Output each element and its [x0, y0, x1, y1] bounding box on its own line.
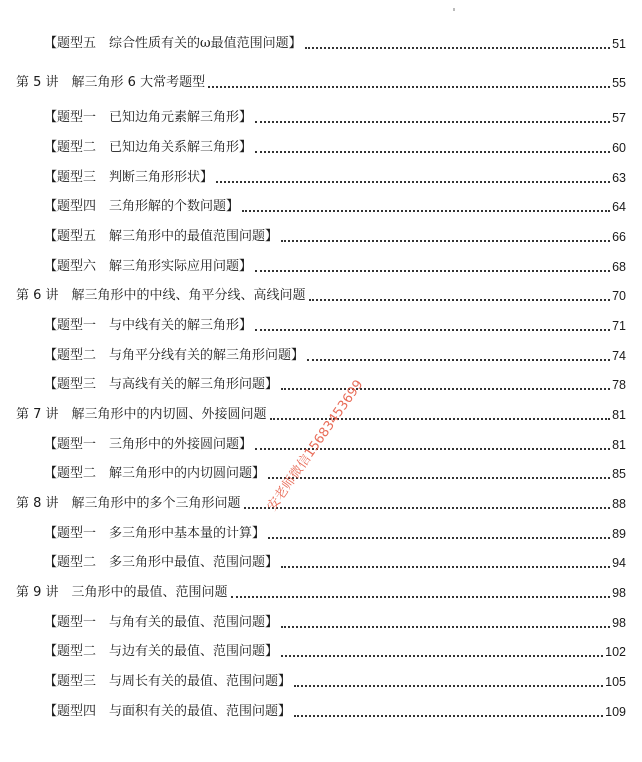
- toc-chapter[interactable]: [16, 67, 626, 91]
- toc-entry-label: 【题型一 三角形中的外接圆问题】: [44, 437, 253, 452]
- dot-leader: [231, 596, 611, 598]
- toc-entry[interactable]: [44, 666, 626, 690]
- toc-entry-page: 78: [612, 378, 626, 392]
- toc-chapter-page: 98: [612, 586, 626, 600]
- toc-chapter-page: 70: [612, 289, 626, 303]
- toc-chapter[interactable]: [16, 577, 626, 601]
- scan-mark: [453, 8, 455, 11]
- dot-leader: [294, 685, 603, 687]
- toc-chapter-label: 第 5 讲 解三角形 6 大常考题型: [16, 75, 206, 90]
- toc-entry-label: 【题型五 解三角形中的最值范围问题】: [44, 229, 279, 244]
- toc-entry-label: 【题型六 解三角形实际应用问题】: [44, 259, 253, 274]
- toc-entry[interactable]: [44, 369, 626, 393]
- toc-chapter-label: 第 8 讲 解三角形中的多个三角形问题: [16, 496, 241, 511]
- toc-entry[interactable]: [44, 547, 626, 571]
- toc-entry-label: 【题型一 多三角形中基本量的计算】: [44, 526, 266, 541]
- dot-leader: [255, 121, 610, 123]
- toc-entry[interactable]: [44, 696, 626, 720]
- dot-leader: [281, 626, 610, 628]
- toc-entry-label: 【题型一 已知边角元素解三角形】: [44, 110, 253, 125]
- dot-leader: [281, 240, 610, 242]
- toc-entry-page: 66: [612, 230, 626, 244]
- dot-leader: [255, 270, 610, 272]
- dot-leader: [268, 477, 610, 479]
- watermark: 安老师微信15683453699: [264, 377, 367, 514]
- dot-leader: [216, 181, 610, 183]
- dot-leader: [281, 566, 610, 568]
- toc-entry[interactable]: [44, 102, 626, 126]
- toc-entry[interactable]: [44, 340, 626, 364]
- toc-entry[interactable]: [44, 162, 626, 186]
- toc-entry[interactable]: [44, 636, 626, 660]
- dot-leader: [307, 359, 610, 361]
- toc-entry[interactable]: [44, 191, 626, 215]
- toc-entry-page: 60: [612, 141, 626, 155]
- toc-entry-label: 【题型三 判断三角形形状】: [44, 170, 214, 185]
- dot-leader: [244, 507, 611, 509]
- dot-leader: [281, 655, 603, 657]
- toc-entry-page: 85: [612, 467, 626, 481]
- toc-entry-label: 【题型二 与角平分线有关的解三角形问题】: [44, 348, 305, 363]
- toc-entry[interactable]: [44, 310, 626, 334]
- toc-entry-label: 【题型二 多三角形中最值、范围问题】: [44, 555, 279, 570]
- dot-leader: [268, 537, 610, 539]
- toc-entry[interactable]: [44, 458, 626, 482]
- dot-leader: [255, 329, 610, 331]
- dot-leader: [242, 210, 610, 212]
- toc-entry-page: 109: [605, 705, 626, 719]
- toc-chapter[interactable]: [16, 488, 626, 512]
- toc-entry-label: 【题型二 解三角形中的内切圆问题】: [44, 466, 266, 481]
- toc-entry-page: 94: [612, 556, 626, 570]
- toc-entry-page: 57: [612, 111, 626, 125]
- toc-chapter-page: 88: [612, 497, 626, 511]
- toc-entry-label: 【题型四 与面积有关的最值、范围问题】: [44, 704, 292, 719]
- toc-entry-label: 【题型一 与角有关的最值、范围问题】: [44, 615, 279, 630]
- toc-chapter-label: 第 9 讲 三角形中的最值、范围问题: [16, 585, 228, 600]
- toc-entry[interactable]: [44, 607, 626, 631]
- toc-entry[interactable]: [44, 221, 626, 245]
- toc-entry-page: 71: [612, 319, 626, 333]
- dot-leader: [294, 715, 603, 717]
- toc-entry-label: 【题型二 与边有关的最值、范围问题】: [44, 644, 279, 659]
- toc-entry-page: 68: [612, 260, 626, 274]
- toc-chapter-label: 第 7 讲 解三角形中的内切圆、外接圆问题: [16, 407, 267, 422]
- toc-chapter[interactable]: [16, 280, 626, 304]
- toc-entry[interactable]: [44, 251, 626, 275]
- toc-entry-page: 51: [612, 37, 626, 51]
- dot-leader: [208, 86, 610, 88]
- toc-entry-page: 74: [612, 349, 626, 363]
- toc-entry-page: 89: [612, 527, 626, 541]
- toc-entry-page: 98: [612, 616, 626, 630]
- toc-entry-label: 【题型三 与高线有关的解三角形问题】: [44, 377, 279, 392]
- dot-leader: [281, 388, 610, 390]
- toc-entry-label: 【题型四 三角形解的个数问题】: [44, 199, 240, 214]
- toc-entry-page: 102: [605, 645, 626, 659]
- toc-entry-label: 【题型三 与周长有关的最值、范围问题】: [44, 674, 292, 689]
- toc-chapter-page: 81: [612, 408, 626, 422]
- toc-entry-page: 105: [605, 675, 626, 689]
- dot-leader: [255, 151, 610, 153]
- toc-entry-page: 63: [612, 171, 626, 185]
- toc-entry-label: 【题型二 已知边角关系解三角形】: [44, 140, 253, 155]
- toc-chapter-label: 第 6 讲 解三角形中的中线、角平分线、高线问题: [16, 288, 306, 303]
- toc-chapter-page: 55: [612, 76, 626, 90]
- toc-entry-page: 81: [612, 438, 626, 452]
- toc-entry-label: 【题型五 综合性质有关的ω最值范围问题】: [44, 36, 302, 51]
- toc-entry-label: 【题型一 与中线有关的解三角形】: [44, 318, 253, 333]
- dot-leader: [309, 299, 611, 301]
- toc-entry[interactable]: [44, 518, 626, 542]
- toc-entry[interactable]: [44, 429, 626, 453]
- toc-entry[interactable]: [44, 132, 626, 156]
- dot-leader: [305, 47, 610, 49]
- toc-entry-page: 64: [612, 200, 626, 214]
- toc-entry[interactable]: [44, 28, 626, 52]
